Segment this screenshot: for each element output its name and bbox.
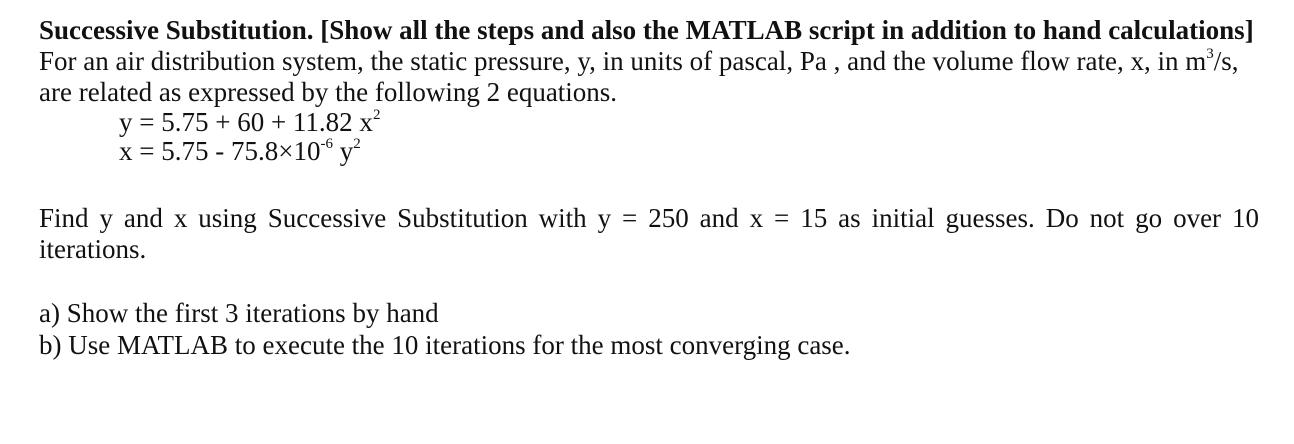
intro-text-end: /s, are related as expressed by the following 2 equations. xyxy=(39,46,1239,107)
question-parts xyxy=(39,297,1259,361)
equation-flow-exponent-a: -6 xyxy=(320,136,333,152)
equation-flow-exponent-b: 2 xyxy=(353,136,361,152)
equation-flow-text-b: y xyxy=(332,136,354,166)
problem-intro xyxy=(39,46,1259,108)
find-instruction: Find y and x using Successive Substitution with y = 250 and x = 15 as initial guesses. Do not go over 10 iterations. xyxy=(39,203,1259,264)
spacer xyxy=(39,166,1259,203)
equation-pressure-text: y = 5.75 + 60 + 11.82 x xyxy=(119,107,373,137)
problem-document xyxy=(39,14,1259,361)
equation-pressure-exponent: 2 xyxy=(372,107,381,123)
problem-heading: Successive Substitution. [Show all the steps and also the MATLAB script in addition to hand calculations] xyxy=(39,15,1254,45)
intro-text-start: For an air distribution system, the static pressure, y, in units of pascal, Pa , and the volume flow rate, x, in m xyxy=(39,46,1207,76)
equation-flow-text-a: x = 5.75 - 75.8×10 xyxy=(119,136,321,166)
spacer xyxy=(39,265,1259,297)
part-b: b) Use MATLAB to execute the 10 iterations for the most converging case. xyxy=(39,330,851,360)
part-a: a) Show the first 3 iterations by hand xyxy=(39,298,439,328)
equation-pressure xyxy=(119,108,1259,137)
equation-flow-rate xyxy=(119,137,1259,166)
equations-block xyxy=(119,108,1259,166)
unit-exponent: 3 xyxy=(1206,46,1214,62)
